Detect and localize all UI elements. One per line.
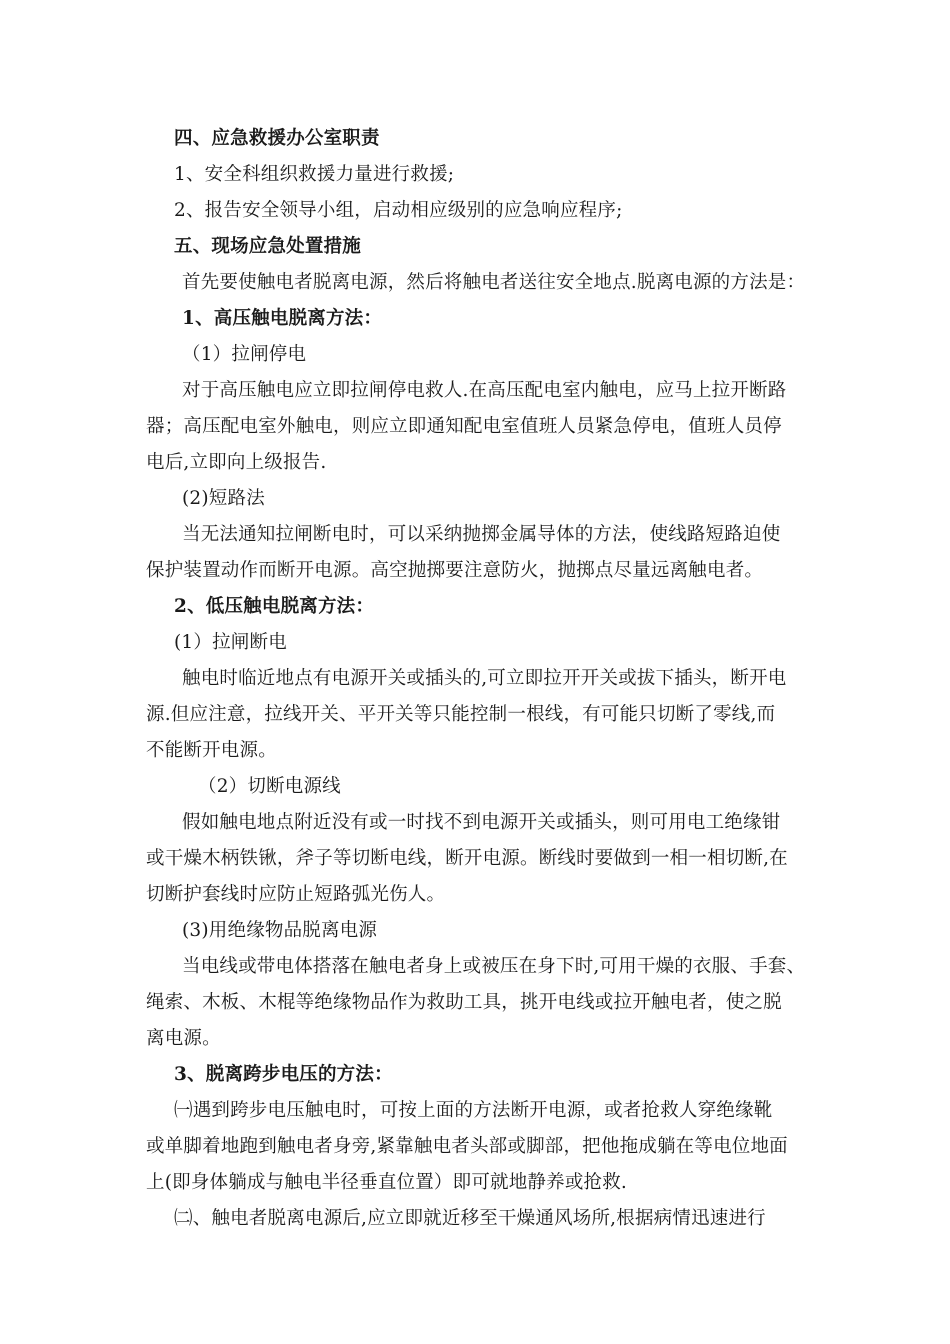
paragraph-line: 2、报告安全领导小组，启动相应级别的应急响应程序; bbox=[174, 200, 623, 221]
item-heading: （1）拉闸停电 bbox=[182, 344, 307, 365]
paragraph-line: 1、安全科组织救援力量进行救援; bbox=[174, 164, 455, 185]
subsection-heading-3: 3、脱离跨步电压的方法： bbox=[174, 1064, 393, 1085]
item-heading: (2)短路法 bbox=[182, 488, 265, 509]
paragraph-line: 或干燥木柄铁锹，斧子等切断电线，断开电源。断线时要做到一相一相切断,在 bbox=[146, 848, 788, 869]
paragraph-line: 器；高压配电室外触电，则应立即通知配电室值班人员紧急停电，值班人员停 bbox=[146, 416, 782, 437]
subsection-heading-2: 2、低压触电脱离方法： bbox=[174, 596, 375, 617]
paragraph-line: 对于高压触电应立即拉闸停电救人.在高压配电室内触电，应马上拉开断路 bbox=[182, 380, 787, 401]
paragraph-line: ㈠遇到跨步电压触电时，可按上面的方法断开电源，或者抢救人穿绝缘靴 bbox=[174, 1100, 773, 1121]
paragraph-line: 首先要使触电者脱离电源，然后将触电者送往安全地点.脱离电源的方法是： bbox=[182, 272, 806, 293]
item-heading: （2）切断电源线 bbox=[198, 776, 341, 797]
paragraph-line: 离电源。 bbox=[146, 1028, 221, 1049]
paragraph-line: 当无法通知拉闸断电时，可以采纳抛掷金属导体的方法，使线路短路迫使 bbox=[182, 524, 781, 545]
paragraph-line: 或单脚着地跑到触电者身旁,紧靠触电者头部或脚部，把他拖成躺在等电位地面 bbox=[146, 1136, 788, 1157]
paragraph-line: 绳索、木板、木棍等绝缘物品作为救助工具，挑开电线或拉开触电者，使之脱 bbox=[146, 992, 782, 1013]
item-heading: (3)用绝缘物品脱离电源 bbox=[182, 920, 378, 941]
paragraph-line: 上(即身体躺成与触电半径垂直位置）即可就地静养或抢救. bbox=[146, 1172, 628, 1193]
paragraph-line: 电后,立即向上级报告. bbox=[146, 452, 327, 473]
paragraph-line: 保护装置动作而断开电源。高空抛掷要注意防火，抛掷点尽量远离触电者。 bbox=[146, 560, 764, 581]
subsection-heading-1: 1、高压触电脱离方法： bbox=[182, 308, 383, 329]
item-heading: (1）拉闸断电 bbox=[174, 632, 287, 653]
paragraph-line: 假如触电地点附近没有或一时找不到电源开关或插头，则可用电工绝缘钳 bbox=[182, 812, 781, 833]
paragraph-line: 触电时临近地点有电源开关或插头的,可立即拉开开关或拔下插头，断开电 bbox=[182, 668, 787, 689]
paragraph-line: 不能断开电源。 bbox=[146, 740, 277, 761]
paragraph-line: 当电线或带电体搭落在触电者身上或被压在身下时,可用干燥的衣服、手套、 bbox=[182, 956, 806, 977]
section-heading-5: 五、现场应急处置措施 bbox=[174, 236, 362, 257]
paragraph-line: 源.但应注意，拉线开关、平开关等只能控制一根线，有可能只切断了零线,而 bbox=[146, 704, 776, 725]
paragraph-line: 切断护套线时应防止短路弧光伤人。 bbox=[146, 884, 446, 905]
section-heading-4: 四、应急救援办公室职责 bbox=[174, 128, 380, 149]
paragraph-line: ㈡、触电者脱离电源后,应立即就近移至干燥通风场所,根据病情迅速进行 bbox=[174, 1208, 766, 1229]
